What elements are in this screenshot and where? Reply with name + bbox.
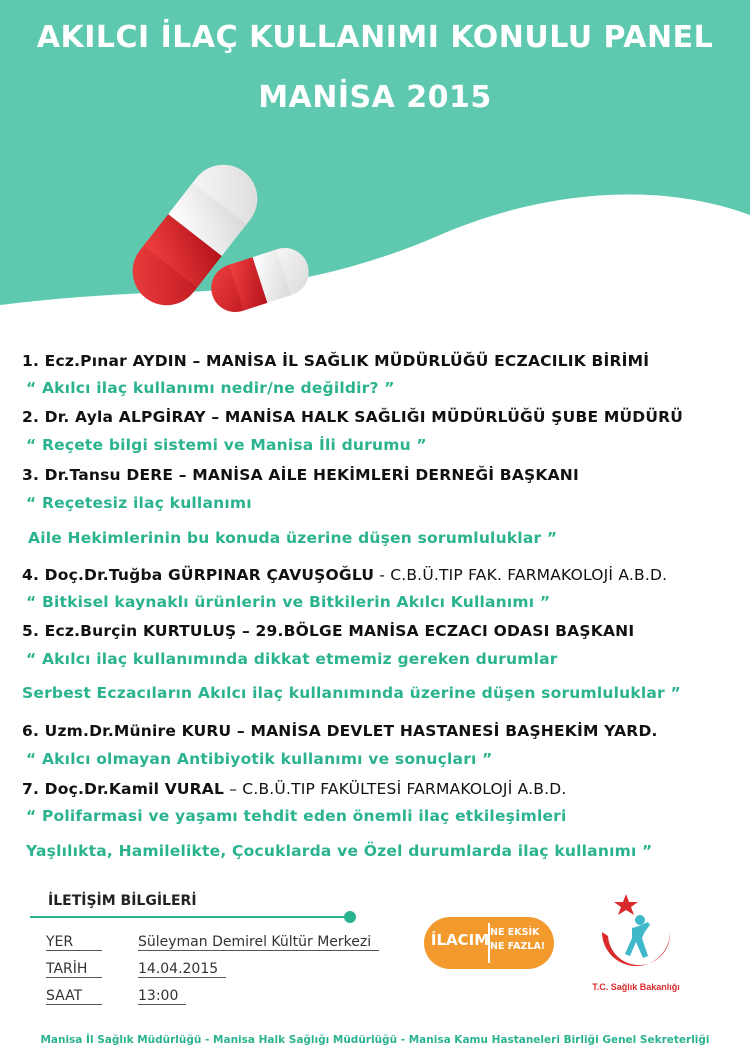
speaker-5-name: 5. Ecz.Burçin KURTULUŞ – 29.BÖLGE MANİSA ECZACI ODASI BAŞKANI xyxy=(22,622,635,640)
logo-caption: T.C. Sağlık Bakanlığı xyxy=(592,982,680,992)
speaker-2-name: 2. Dr. Ayla ALPGİRAY – MANİSA HALK SAĞLIĞI MÜDÜRLÜĞÜ ŞUBE MÜDÜRÜ xyxy=(22,408,684,426)
speaker-7-affiliation: – C.B.Ü.TIP FAKÜLTESİ FARMAKOLOJİ A.B.D. xyxy=(224,780,567,798)
badge-right-text xyxy=(490,926,550,954)
speaker-7-name-bold: 7. Doç.Dr.Kamil VURAL xyxy=(22,780,225,798)
speaker-7-topic-line1: “ Polifarmasi ve yaşamı tehdit eden önemli ilaç etkileşimleri xyxy=(26,807,567,825)
footer-organizations: Manisa İl Sağlık Müdürlüğü - Manisa Halk Sağlığı Müdürlüğü - Manisa Kamu Hastaneleri Birliği Genel Sekreterliği xyxy=(40,1034,710,1046)
speaker-1-topic: “ Akılcı ilaç kullanımı nedir/ne değildir? ” xyxy=(26,379,395,397)
contact-value: 14.04.2015 xyxy=(138,961,226,978)
badge-right-line2: NE FAZLA! xyxy=(490,941,546,952)
speaker-5-topic-line2: Serbest Eczacıların Akılcı ilaç kullanımında üzerine düşen sorumluluklar ” xyxy=(22,684,681,702)
ministry-logo-icon xyxy=(588,892,684,1000)
badge-left-text: İLACIM xyxy=(430,931,490,949)
page-subtitle: MANİSA 2015 xyxy=(258,80,492,115)
contact-label: TARİH xyxy=(46,961,102,978)
contact-row-date xyxy=(46,961,226,978)
badge-right-line1: NE EKSİK xyxy=(490,927,540,938)
contact-title: İLETİŞİM BİLGİLERİ xyxy=(48,893,197,909)
speaker-5-topic-line1: “ Akılcı ilaç kullanımında dikkat etmemiz gereken durumlar xyxy=(26,650,558,668)
campaign-badge xyxy=(424,917,554,969)
contact-divider-dot xyxy=(344,911,356,923)
speaker-4-affiliation: - C.B.Ü.TIP FAK. FARMAKOLOJİ A.B.D. xyxy=(374,566,668,584)
speaker-6-topic: “ Akılcı olmayan Antibiyotik kullanımı ve sonuçları ” xyxy=(26,750,493,768)
speaker-3-topic-line1: “ Reçetesiz ilaç kullanımı xyxy=(26,494,252,512)
page-title: AKILCI İLAÇ KULLANIMI KONULU PANEL xyxy=(36,20,714,55)
speaker-3-topic-line2: Aile Hekimlerinin bu konuda üzerine düşen sorumluluklar ” xyxy=(28,529,558,547)
speaker-4-name xyxy=(22,566,667,584)
contact-value: Süleyman Demirel Kültür Merkezi xyxy=(138,934,379,951)
speaker-3-name: 3. Dr.Tansu DERE – MANİSA AİLE HEKİMLERİ DERNEĞİ BAŞKANI xyxy=(22,466,579,484)
contact-divider xyxy=(30,916,356,918)
speaker-6-name: 6. Uzm.Dr.Münire KURU – MANİSA DEVLET HASTANESİ BAŞHEKİM YARD. xyxy=(22,722,658,740)
speaker-4-topic: “ Bitkisel kaynaklı ürünlerin ve Bitkilerin Akılcı Kullanımı ” xyxy=(26,593,551,611)
speaker-7-name xyxy=(22,780,566,798)
contact-label: SAAT xyxy=(46,988,102,1005)
speaker-4-name-bold: 4. Doç.Dr.Tuğba GÜRPINAR ÇAVUŞOĞLU xyxy=(22,566,375,584)
contact-row-time xyxy=(46,988,186,1005)
speaker-1-name: 1. Ecz.Pınar AYDIN – MANİSA İL SAĞLIK MÜDÜRLÜĞÜ ECZACILIK BİRİMİ xyxy=(22,352,650,370)
contact-row-place xyxy=(46,934,379,951)
capsule-pills-icon xyxy=(100,150,320,330)
contact-label: YER xyxy=(46,934,102,951)
speaker-2-topic: “ Reçete bilgi sistemi ve Manisa İli durumu ” xyxy=(26,436,427,454)
speaker-7-topic-line2: Yaşlılıkta, Hamilelikte, Çocuklarda ve Özel durumlarda ilaç kullanımı ” xyxy=(26,842,653,860)
contact-value: 13:00 xyxy=(138,988,186,1005)
